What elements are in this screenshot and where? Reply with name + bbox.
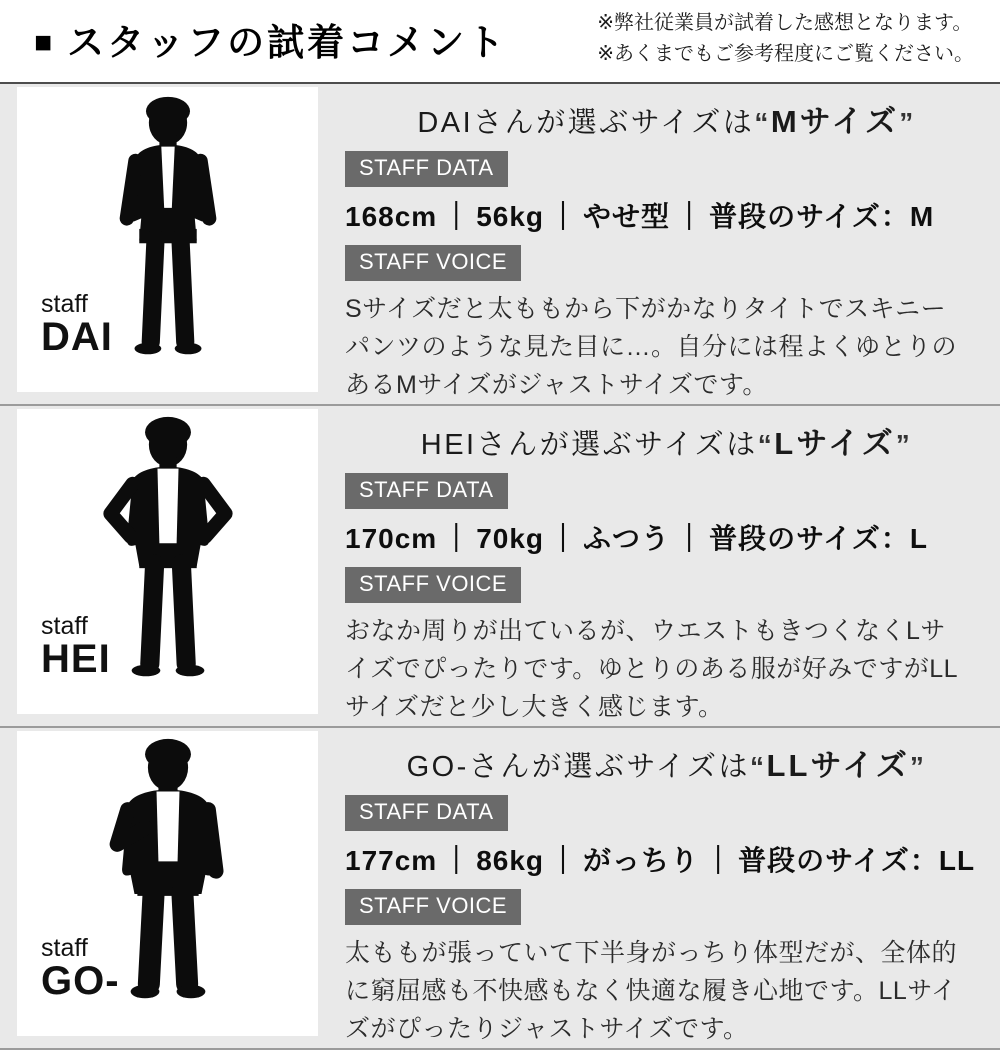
staff-label-prefix: staff [41, 289, 88, 318]
usual-size-value: 普段のサイズ：LL [738, 845, 976, 876]
close-quote: ” [895, 429, 913, 460]
build-value: がっちり [583, 845, 700, 876]
staff-label [41, 289, 113, 360]
headline-prefix: HEIさんが選ぶサイズは [420, 429, 758, 461]
height-value: 170cm [345, 523, 438, 554]
headline-prefix: DAIさんが選ぶサイズは [417, 107, 755, 139]
open-quote: “ [757, 429, 775, 460]
staff-data-line [345, 839, 988, 879]
height-value: 168cm [345, 201, 438, 232]
chosen-size: Lサイズ [774, 426, 896, 461]
staff-label [41, 611, 111, 682]
panel-header [0, 0, 1000, 84]
open-quote: “ [750, 751, 767, 782]
figure-card [17, 409, 318, 714]
build-value: ふつう [583, 523, 671, 554]
separator: ｜ [442, 201, 472, 232]
staff-content [318, 84, 1000, 404]
weight-value: 86kg [476, 845, 545, 876]
staff-label-prefix: staff [41, 611, 88, 640]
chosen-size: LLサイズ [766, 748, 910, 783]
close-quote: ” [909, 751, 927, 782]
staff-sections [0, 84, 1000, 1050]
usual-size-value: 普段のサイズ：M [709, 201, 935, 232]
staff-section-hei [0, 406, 1000, 728]
staff-section-go [0, 728, 1000, 1050]
separator: ｜ [549, 845, 579, 876]
usual-size-value: 普段のサイズ：L [709, 523, 928, 554]
staff-data-badge: STAFF DATA [345, 151, 508, 187]
staff-voice-badge: STAFF VOICE [345, 245, 521, 281]
staff-label-prefix: staff [41, 933, 88, 962]
staff-data-line [345, 517, 988, 557]
separator: ｜ [549, 201, 579, 232]
figure-card [17, 731, 318, 1036]
disclaimer-note-line: ※弊社従業員が試着した感想となります。 [597, 12, 973, 34]
size-headline [345, 96, 988, 141]
staff-data-badge: STAFF DATA [345, 473, 508, 509]
headline-prefix: GO-さんが選ぶサイズは [406, 751, 751, 783]
size-headline [345, 418, 988, 463]
disclaimer-note-line: ※あくまでもご参考程度にご覧ください。 [597, 43, 974, 65]
open-quote: “ [754, 107, 771, 138]
weight-value: 56kg [476, 201, 545, 232]
separator: ｜ [675, 201, 705, 232]
staff-label [41, 933, 120, 1004]
staff-voice-badge: STAFF VOICE [345, 567, 521, 603]
staff-content [318, 406, 1000, 726]
page-title-text: スタッフの試着コメント [67, 22, 508, 63]
build-value: やせ型 [583, 201, 671, 232]
staff-section-dai [0, 84, 1000, 406]
page-title [34, 12, 507, 66]
separator: ｜ [704, 845, 734, 876]
close-quote: ” [899, 107, 916, 138]
staff-content [318, 728, 1000, 1048]
height-value: 177cm [345, 845, 438, 876]
staff-name: HEI [41, 637, 111, 682]
disclaimer-notes [597, 8, 974, 70]
staff-voice-badge: STAFF VOICE [345, 889, 521, 925]
staff-voice-text: Sサイズだと太ももから下がかなりタイトでスキニーパンツのような見た目に…。自分には程よくゆとりのあるMサイズがジャストサイズです。 [345, 295, 958, 399]
separator: ｜ [549, 523, 579, 554]
staff-data-badge: STAFF DATA [345, 795, 508, 831]
staff-data-line [345, 195, 988, 235]
figure-card [17, 87, 318, 392]
staff-name: GO- [41, 959, 120, 1004]
staff-voice-text: 太ももが張っていて下半身がっちり体型だが、全体的に窮屈感も不快感もなく快適な履き心地です。LLサイズがぴったりジャストサイズです。 [345, 939, 958, 1043]
size-headline [345, 740, 988, 785]
weight-value: 70kg [476, 523, 545, 554]
separator: ｜ [442, 845, 472, 876]
square-bullet-icon: ■ [34, 26, 56, 59]
chosen-size: Mサイズ [770, 104, 900, 139]
separator: ｜ [442, 523, 472, 554]
separator: ｜ [675, 523, 705, 554]
staff-voice-text: おなか周りが出ているが、ウエストもきつくなくLサイズでぴったりです。ゆとりのある服が好みですがLLサイズだと少し大きく感じます。 [345, 617, 959, 721]
staff-name: DAI [41, 315, 113, 360]
